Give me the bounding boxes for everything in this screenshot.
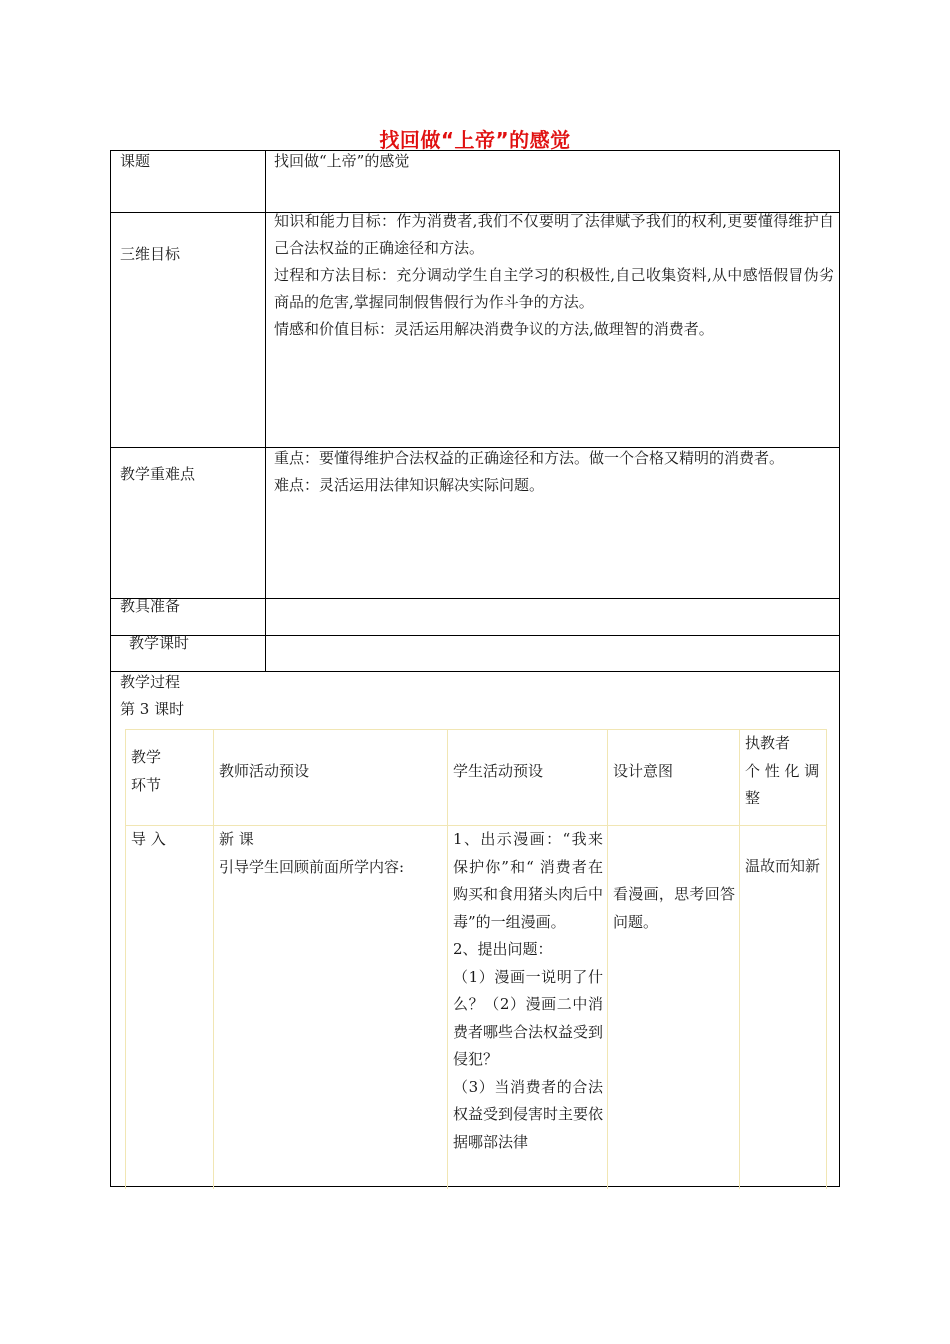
student-step2: 2、提出问题： — [453, 940, 553, 958]
teacher-line1: 新 课 — [219, 830, 254, 848]
document-title: 找回做“上帝”的感觉 — [379, 128, 571, 152]
lesson-label: 第 3 课时 — [120, 700, 185, 718]
student-question3: （3）当消费者的合法权益受到侵害时主要依据哪部法律 — [453, 1077, 604, 1151]
topic-label: 课题 — [120, 152, 151, 170]
goals-label: 三维目标 — [120, 245, 181, 263]
teacher-cell — [219, 826, 441, 881]
process-label: 教学过程 — [120, 673, 181, 691]
teacher-line2: 引导学生回顾前面所学内容: — [219, 857, 405, 876]
column-divider — [607, 730, 608, 1189]
stage-cell: 导 入 — [131, 830, 166, 848]
hours-label: 教学课时 — [129, 634, 190, 652]
row-divider — [111, 671, 839, 672]
column-divider — [739, 730, 740, 1189]
column-divider — [447, 730, 448, 1189]
goal-emotion: 情感和价值目标：灵活运用解决消费争议的方法,做理智的消费者。 — [274, 320, 714, 338]
student-step1: 1、出示漫画：“我来保护你”和“ 消费者在购买和食用猪头肉后中毒”的一组漫画。 — [453, 830, 604, 931]
header-adjust-line2: 个 性 化 调 — [745, 761, 820, 780]
tools-label: 教具准备 — [120, 597, 181, 615]
header-stage — [131, 744, 209, 799]
column-divider — [213, 730, 214, 1189]
header-adjust-line1: 执教者 — [745, 734, 791, 752]
keypoints-content — [274, 445, 834, 499]
topic-value: 找回做“上帝”的感觉 — [274, 152, 410, 170]
keypoints-label: 教学重难点 — [120, 465, 196, 483]
row-divider — [111, 598, 839, 599]
keypoint-difficulty: 难点：灵活运用法律知识解决实际问题。 — [274, 476, 545, 494]
goal-knowledge: 知识和能力目标：作为消费者,我们不仅要明了法律赋予我们的权利,更要懂得维护自己合法权益的正确途径和方法。 — [274, 212, 834, 257]
column-divider — [265, 151, 266, 671]
row-divider — [111, 635, 839, 636]
adjust-cell: 温故而知新 — [745, 857, 821, 875]
header-adjust-line3: 整 — [745, 789, 761, 807]
header-intent: 设计意图 — [613, 762, 674, 780]
student-cell — [453, 826, 603, 1156]
header-stage-line2: 环节 — [131, 775, 162, 794]
process-table — [125, 729, 827, 1189]
intent-cell: 看漫画，思考回答问题。 — [613, 885, 735, 931]
goal-process: 过程和方法目标：充分调动学生自主学习的积极性,自己收集资料,从中感悟假冒伪劣商品的危害,掌握同制假售假行为作斗争的方法。 — [274, 266, 834, 311]
header-stage-line1: 教学 — [131, 748, 162, 766]
keypoint-main: 重点：要懂得维护合法权益的正确途径和方法。做一个合格又精明的消费者。 — [274, 449, 785, 467]
lesson-plan-table — [110, 150, 840, 1187]
goals-content — [274, 208, 834, 343]
header-teacher: 教师活动预设 — [219, 762, 310, 780]
student-questions: （1）漫画一说明了什么？（2）漫画二中消费者哪些合法权益受到侵犯？ — [453, 967, 604, 1068]
header-adjust — [745, 730, 823, 813]
header-student: 学生活动预设 — [453, 762, 544, 780]
